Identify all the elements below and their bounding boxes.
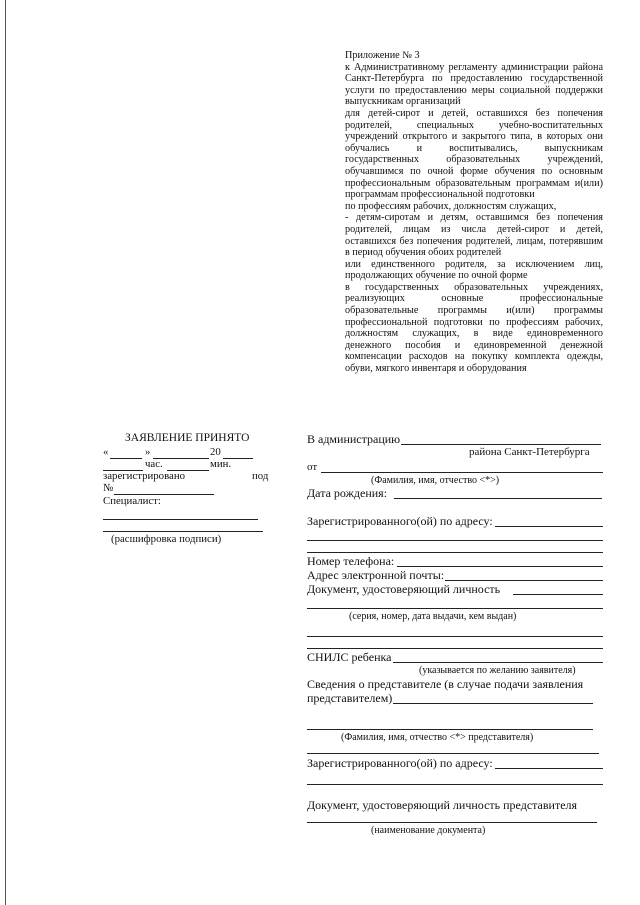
- representative-info-label-cont: представителем): [307, 691, 393, 705]
- annex-paragraph: к Административному регламенту администрации района Санкт-Петербурга по предоставлению государственной услуги по предоставлению меры социальной поддержки выпускникам организаций: [345, 61, 603, 108]
- id-document-field-line-3[interactable]: [307, 636, 603, 637]
- snils-caption: (указывается по желанию заявителя): [419, 665, 576, 676]
- date-open-quote: «: [103, 446, 109, 458]
- snils-field[interactable]: [393, 662, 603, 663]
- representative-address-field-line-2[interactable]: [307, 784, 603, 785]
- id-caption: (серия, номер, дата выдачи, кем выдан): [349, 611, 517, 622]
- representative-name-field[interactable]: [307, 729, 593, 730]
- id-document-label: Документ, удостоверяющий личность: [307, 582, 501, 596]
- to-admin-label: В администрацию: [307, 432, 401, 446]
- representative-fio-caption: (Фамилия, имя, отчество <*> представителя): [341, 732, 534, 743]
- annex-paragraph: или единственного родителя, за исключением лиц, продолжающих обучение по очной форме: [345, 258, 603, 282]
- representative-document-caption: (наименование документа): [371, 825, 486, 836]
- representative-address-label: Зарегистрированного(ой) по адресу:: [307, 756, 493, 770]
- hours-label: час.: [145, 458, 163, 470]
- email-field[interactable]: [445, 580, 603, 581]
- representative-document-field[interactable]: [307, 822, 597, 823]
- birth-date-label: Дата рождения:: [307, 486, 388, 500]
- email-label: Адрес электронной почты:: [307, 568, 445, 582]
- year-prefix: 20: [210, 446, 221, 458]
- annex-paragraph: в государственных образовательных учреждениях, реализующих основные профессиональные образовательные программы и(или) программы профессиональной подготовки по профессиям рабочих, должностям служащих, в виде единовременного денежного пособия и единовременной денежной компенсации расходов на покупку комплекта одежды, обуви, мягкого инвентаря и оборудования: [345, 281, 603, 375]
- fio-caption: (Фамилия, имя, отчество <*>): [371, 475, 500, 486]
- representative-document-label: Документ, удостоверяющий личность представителя: [307, 798, 578, 812]
- under-label: под: [252, 470, 269, 482]
- address-field-line-3[interactable]: [307, 552, 603, 553]
- representative-extra-field[interactable]: [307, 753, 599, 754]
- applicant-name-field[interactable]: [321, 472, 603, 473]
- date-close-quote: »: [145, 446, 151, 458]
- annex-title: Приложение № 3: [345, 50, 420, 61]
- day-field[interactable]: [110, 458, 142, 459]
- address-field-line-2[interactable]: [307, 540, 603, 541]
- specialist-signature-field[interactable]: [103, 519, 258, 520]
- annex-paragraph: по профессиям рабочих, должностям служащих,: [345, 200, 557, 212]
- address-field[interactable]: [495, 526, 603, 527]
- number-label: №: [103, 482, 114, 494]
- representative-address-field[interactable]: [495, 768, 603, 769]
- signature-transcript-field[interactable]: [103, 531, 263, 532]
- representative-info-field[interactable]: [393, 703, 593, 704]
- specialist-label: Специалист:: [103, 495, 161, 507]
- annex-paragraph: - детям-сиротам и детям, оставшимся без попечения родителей, лицам из числа детей-сирот и детей, оставшихся без попечения родителей, лицам, потерявшим в период обучения обоих родителей: [345, 212, 603, 259]
- representative-info-label: Сведения о представителе (в случае подачи заявления: [307, 677, 584, 691]
- phone-field[interactable]: [397, 566, 603, 567]
- accepted-heading: ЗАЯВЛЕНИЕ ПРИНЯТО: [125, 432, 250, 444]
- from-label: от: [307, 461, 318, 473]
- id-document-field-line-4[interactable]: [307, 648, 603, 649]
- page-left-edge: [5, 0, 6, 905]
- address-label: Зарегистрированного(ой) по адресу:: [307, 514, 493, 528]
- id-document-field-line-2[interactable]: [307, 608, 603, 609]
- signature-caption: (расшифровка подписи): [111, 533, 222, 545]
- district-label: района Санкт-Петербурга: [469, 446, 590, 458]
- annex-header: [345, 50, 603, 375]
- minutes-label: мин.: [210, 458, 232, 470]
- id-document-field[interactable]: [513, 594, 603, 595]
- snils-label: СНИЛС ребенка: [307, 650, 392, 664]
- registered-label: зарегистрировано: [103, 470, 185, 482]
- phone-label: Номер телефона:: [307, 554, 395, 568]
- birth-date-field[interactable]: [394, 498, 602, 499]
- annex-paragraph: для детей-сирот и детей, оставшихся без попечения родителей, специальных учебно-воспитательных учреждений открытого и закрытого типа, в которых они обучались и воспитывались, выпускникам государственных образовательных учреждений, обучавшимся по очной форме обучения по основным профессиональным образовательным программам и(или) программам профессиональной подготовки: [345, 107, 603, 201]
